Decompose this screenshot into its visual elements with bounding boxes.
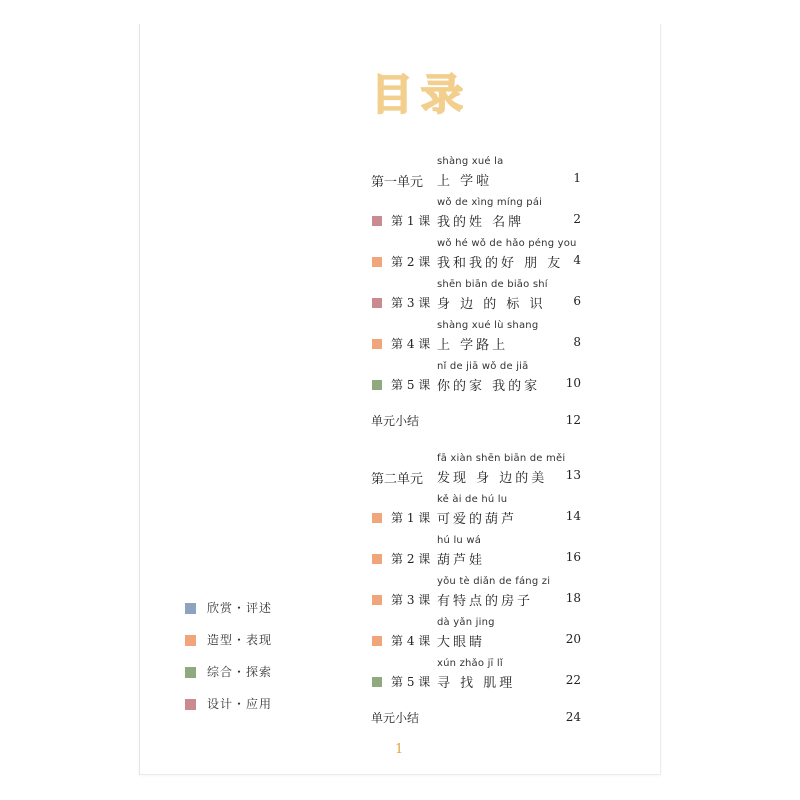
unit-label: 第一单元 — [371, 175, 424, 190]
lesson-row[interactable] — [0, 658, 800, 698]
page-title: 目录 — [371, 70, 472, 119]
lesson-title: 身 边 的 标 识 — [437, 297, 546, 312]
lesson-label: 第 4 课 — [391, 634, 431, 648]
lesson-pinyin: dà yǎn jing — [437, 617, 495, 628]
category-square — [372, 298, 382, 308]
legend-label: 设计・应用 — [207, 697, 273, 711]
lesson-label: 第 1 课 — [391, 214, 431, 228]
lesson-label: 第 2 课 — [391, 552, 431, 566]
lesson-title: 你的家 我的家 — [437, 379, 541, 394]
lesson-pinyin: shàng xué lù shang — [437, 320, 539, 331]
legend-swatch — [185, 635, 196, 646]
legend-label: 综合・探索 — [207, 665, 273, 679]
unit-pinyin: shàng xué la — [437, 156, 504, 167]
lesson-page: 6 — [573, 294, 581, 308]
lesson-page: 16 — [565, 550, 581, 564]
lesson-label: 第 2 课 — [391, 255, 431, 269]
lesson-label: 第 4 课 — [391, 337, 431, 351]
lesson-title: 我的姓 名牌 — [437, 215, 525, 230]
lesson-page: 4 — [573, 253, 581, 267]
lesson-row[interactable] — [0, 238, 800, 278]
lesson-pinyin: shēn biān de biāo shí — [437, 279, 548, 290]
category-square — [372, 257, 382, 267]
unit-row[interactable] — [0, 156, 800, 196]
lesson-pinyin: nǐ de jiā wǒ de jiā — [437, 361, 529, 372]
unit-title: 上 学啦 — [437, 174, 493, 189]
legend-label: 造型・表现 — [207, 633, 273, 647]
lesson-row[interactable] — [0, 197, 800, 237]
lesson-title: 可爱的葫芦 — [437, 512, 518, 527]
legend-swatch — [185, 699, 196, 710]
lesson-page: 14 — [565, 509, 581, 523]
lesson-label: 第 5 课 — [391, 378, 431, 392]
lesson-pinyin: hú lu wá — [437, 535, 482, 546]
lesson-row[interactable] — [0, 535, 800, 575]
lesson-label: 第 5 课 — [391, 675, 431, 689]
lesson-pinyin: wǒ de xìng míng pái — [437, 197, 543, 208]
unit-page: 1 — [573, 171, 581, 185]
legend-swatch — [185, 603, 196, 614]
lesson-row[interactable] — [0, 361, 800, 401]
unit-summary-link[interactable]: 单元小结 — [371, 711, 420, 725]
category-square — [372, 636, 382, 646]
lesson-label: 第 1 课 — [391, 511, 431, 525]
category-square — [372, 513, 382, 523]
lesson-title: 大眼睛 — [437, 635, 486, 650]
lesson-title: 我和我的好 朋 友 — [437, 256, 564, 271]
category-square — [372, 595, 382, 605]
unit-title: 发现 身 边的美 — [437, 471, 548, 486]
unit-pinyin: fā xiàn shēn biān de měi — [437, 453, 566, 464]
lesson-page: 18 — [565, 591, 581, 605]
unit-row[interactable] — [0, 453, 800, 493]
lesson-pinyin: kě ài de hú lu — [437, 494, 508, 505]
lesson-title: 葫芦娃 — [437, 553, 486, 568]
unit-summary-link[interactable]: 单元小结 — [371, 414, 420, 428]
lesson-pinyin: wǒ hé wǒ de hǎo péng you — [437, 238, 577, 249]
lesson-pinyin: xún zhǎo jī lǐ — [437, 658, 503, 669]
category-square — [372, 554, 382, 564]
lesson-page: 10 — [565, 376, 581, 390]
lesson-row[interactable] — [0, 320, 800, 360]
lesson-label: 第 3 课 — [391, 296, 431, 310]
lesson-page: 8 — [573, 335, 581, 349]
lesson-title: 寻 找 肌理 — [437, 676, 516, 691]
unit-summary-page: 24 — [565, 710, 581, 724]
lesson-row[interactable] — [0, 279, 800, 319]
legend-label: 欣赏・评述 — [207, 601, 273, 615]
lesson-row[interactable] — [0, 494, 800, 534]
lesson-page: 22 — [565, 673, 581, 687]
lesson-pinyin: yǒu tè diǎn de fáng zi — [437, 576, 551, 587]
lesson-page: 20 — [565, 632, 581, 646]
lesson-row[interactable] — [0, 576, 800, 616]
lesson-title: 上 学路上 — [437, 338, 509, 353]
category-square — [372, 339, 382, 349]
unit-page: 13 — [565, 468, 581, 482]
page-number: 1 — [395, 742, 404, 757]
lesson-label: 第 3 课 — [391, 593, 431, 607]
legend-swatch — [185, 667, 196, 678]
lesson-row[interactable] — [0, 617, 800, 657]
unit-summary-page: 12 — [565, 413, 581, 427]
lesson-page: 2 — [573, 212, 581, 226]
lesson-title: 有特点的房子 — [437, 594, 534, 609]
category-square — [372, 677, 382, 687]
category-square — [372, 216, 382, 226]
category-square — [372, 380, 382, 390]
unit-label: 第二单元 — [371, 472, 424, 487]
